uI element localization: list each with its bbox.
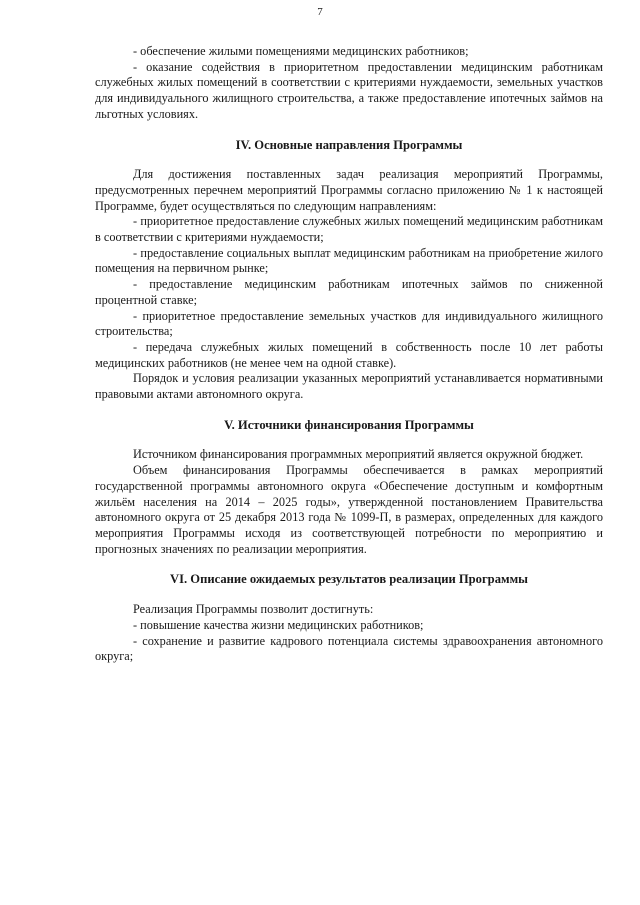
section-vi-lead: Реализация Программы позволит достигнуть: (133, 602, 374, 617)
section-v-paragraph: Источником финансирования программных мероприятий является окружной бюджет. (133, 447, 584, 462)
section-heading-iv: IV. Основные направления Программы (235, 137, 463, 152)
section-iv-closing: Порядок и условия реализации указанных мероприятий устанавливается нормативными правовыми актами автономного округа. (95, 371, 603, 402)
section-heading-vi: VI. Описание ожидаемых результатов реализации Программы (170, 572, 528, 587)
section-iv-lead: Для достижения поставленных задач реализация мероприятий Программы, предусмотренных перечнем мероприятий Программы согласно приложению № 1 к настоящей Программе, будет осуществляться по следующим направлениям: (95, 167, 603, 213)
section-vi-item: - сохранение и развитие кадрового потенциала системы здравоохранения автономного округа; (95, 633, 603, 664)
section-iv-item: - передача служебных жилых помещений в собственность после 10 лет работы медицинских работников (не менее чем на одной ставке). (95, 339, 603, 370)
section-iv-item: - предоставление социальных выплат медицинским работникам на приобретение жилого помещения на первичном рынке; (95, 245, 603, 276)
page-number: 7 (317, 6, 323, 18)
section-iv-item: - приоритетное предоставление служебных жилых помещений медицинским работникам в соответствии с критериями нуждаемости; (95, 214, 603, 245)
section-iv-item: - приоритетное предоставление земельных участков для индивидуального жилищного строительства; (95, 308, 603, 339)
section-heading-v: V. Источники финансирования Программы (224, 417, 474, 432)
section-vi-item: - повышение качества жизни медицинских работников; (133, 617, 424, 632)
intro-item: - оказание содействия в приоритетном предоставлении медицинским работникам служебных жилых помещений в соответствии с критериями нуждаемости, земельных участков для индивидуального жилищного строительства, а также предоставление ипотечных займов на льготных условиях. (95, 59, 603, 121)
intro-item: - обеспечение жилыми помещениями медицинских работников; (133, 44, 469, 58)
section-iv-item: - предоставление медицинским работникам ипотечных займов по сниженной процентной ставке; (95, 277, 603, 307)
section-v-paragraph: Объем финансирования Программы обеспечивается в рамках мероприятий государственной программы автономного округа «Обеспечение доступным и комфортным жильём населения на 2014 – 2025 годы», утвержденной постановлением Правительства автономного округа от 25 декабря 2013 года № 1099-П, в размерах, определенных для каждого мероприятия Программы исходя из соответствующей потребности по мероприятию и прогнозных значениях по реализации мероприятия. (95, 463, 603, 556)
page-content (95, 44, 603, 665)
